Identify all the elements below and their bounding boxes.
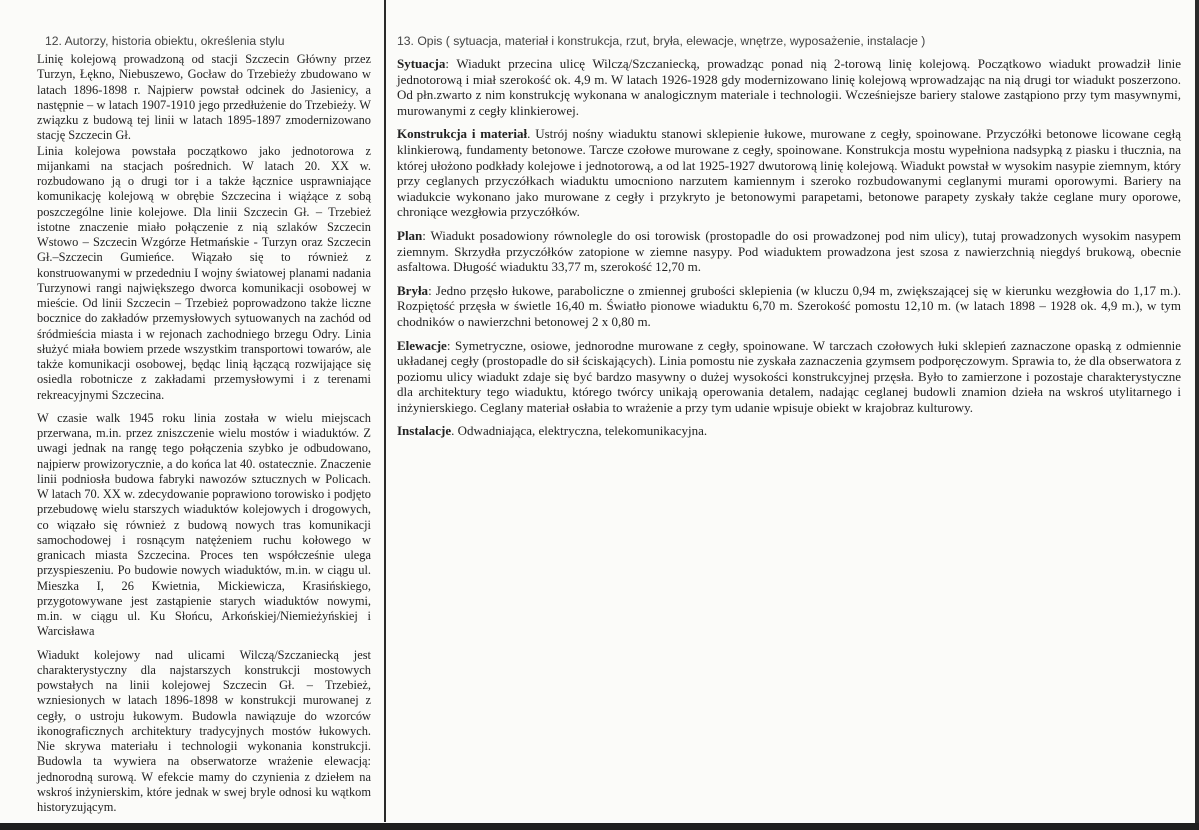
label-massing: Bryła [397,282,429,298]
history-paragraph: Linia kolejowa powstała początkowo jako jednotorowa z mijankami na stacjach pośrednich. W latach 20. XX w. rozbudowano ją o drugi tor i a także łącznice usprawniające komunikację kolejową w obrębie Szczecina i wiążące z sobą poszczególne linie kolejowe. Dla linii Szczecin Gł. – Trzebież istotne znaczenie miało połączenie z nią szlaków Szczecin Wstowo – Szczecin Wzgórze Hetmańskie - Turzyn oraz Szczecin Gł.–Szczecin Gumieńce. Wiązało się to również z konstruowanymi w przededniu I wojny światowej planami nadania Turzynowi rangi największego dworca komunikacji osobowej w mieście. Od linii Szczecin – Trzebież poprowadzono także liczne bocznice do zakładów przemysłowych sytuowanych na zachód od śródmieścia miasta i w rejonach zachodniego brzegu Odry. Linia służyć miała bowiem przede wszystkim transportowi towarów, ale także komunikacji osobowej, będąc linią łączącą rozwijające się osiedla robotnicze z zakładami przemysłowymi i z terenami rekreacyjnymi Szczecina. [37,143,371,402]
page-edge-bottom [0,823,1199,830]
separator: . [451,423,455,439]
description-plan [397,228,1181,275]
history-section [37,34,371,815]
description-section [397,34,1181,447]
history-paragraph: W czasie walk 1945 roku linia została w wielu miejscach przerwana, m.in. przez zniszczenie wielu mostów i wiaduktów. Z uwagi jednak na rangę tego połączenia szybko je odbudowano, najpierw prowizorycznie, a do końca lat 40. ostatecznie. Znaczenie linii podniosła budowa fabryki nawozów sztucznych w Policach. W latach 70. XX w. zdecydowanie poprawiono torowisko i podjęto przebudowę wielu starszych wiaduktów kolejowych i drogowych, co wiązało się również z budową nowych tras komunikacji samochodowej i rosnącym natężeniem ruchu kołowego w granicach miasta Szczecina. Proces ten współcześnie ulega przyspieszeniu. Po budowie nowych wiaduktów, m.in. w ciągu ul. Mieszka I, 26 Kwietnia, Mickiewicza, Krasińskiego, przygotowywane jest zastąpienie starych wiaduktów nowymi, m.in. w ciągu ul. Ku Słońcu, Arkońskiej/Niemieżyńskiej i Warcisława [37,410,371,639]
label-installations: Instalacje [397,423,452,439]
separator: : [446,337,451,353]
description-installations [397,423,1181,439]
section-13-heading: 13. Opis ( sytuacja, materiał i konstrukcja, rzut, bryła, elewacje, wnętrze, wyposażenie, instalacje ) [397,34,926,48]
label-construction: Konstrukcja i materiał [397,126,528,142]
description-situation [397,56,1181,118]
description-construction [397,126,1181,220]
text-construction: Ustrój nośny wiaduktu stanowi sklepienie łukowe, murowane z cegły, spoinowane. Przyczółki betonowe licowane cegłą klinkierową, fundamenty betonowe. Tarcze czołowe murowane z cegły, spoinowane. Konstrukcja mostu wypełniona nadsypką z piasku i tłucznia, na której ułożono podkłady kolejowe i jednotorową, a od lat 1925-1927 dwutorową linię kolejową. Wiadukt powstał w wysokim nasypie ziemnym, który przy ceglanych przyczółkach wiaduktu umocniono narzutem kamiennym i szeroko rozbudowanymi ceglanymi murami oporowymi. Bariery na wiadukcie wykonano jako murowane z cegły i przykryto je betonowymi parapetami, betonowe parapety zyskały także ceglane mury oporowe, chroniące wezgłowia przyczółków. [397,126,1182,220]
column-divider [384,0,386,822]
separator: : [422,227,426,243]
label-elevations: Elewacje [397,337,447,353]
text-situation: Wiadukt przecina ulicę Wilczą/Szczaniecką, prowadząc ponad nią 2-torową linię kolejową. Początkowo wiadukt prowadził linie jednotorową i miał szerokość ok. 4,9 m. W latach 1926-1928 gdy modernizowano linię kolejową wprowadzając na nią drugi tor wiadukt poszerzono. Od płn.zwarto z nim konstrukcję wykonana w analogicznym materiale i technologii. Wcześniejsze bariery stalowe zastąpiono przy tym masywnymi, murowanymi z cegły klinkierowej. [397,56,1181,118]
history-paragraph: Wiadukt kolejowy nad ulicami Wilczą/Szczaniecką jest charakterystyczny dla najstarszych konstrukcji mostowych powstałych na linii kolejowej Szczecin Gł. – Trzebież, wzniesionych w latach 1896-1898 w konstrukcji murowanej z cegły, o ustroju łukowym. Budowla nawiązuje do wzorców ikonograficznych architektury tradycyjnych mostów łukowych. Nie skrywa materiału i technologii wykonania konstrukcji. Budowla ta wywiera na obserwatorze wrażenie elewacją: jednorodną surową. W efekcie mamy do czynienia z dziełem na wskroś inżynierskim, które jednak w swej bryle odnosi ku wątkom historyzującym. [37,647,371,814]
history-paragraph: Linię kolejową prowadzoną od stacji Szczecin Główny przez Turzyn, Łękno, Niebuszewo, Gocław do Trzebieży zbudowano w latach 1896-1898 r. Najpierw powstał odcinek do Jasienicy, a następnie – w latach 1907-1910 jego przedłużenie do Trzebieży. W związku z budową tej linii w latach 1895-1897 zmodernizowano stację Szczecin Gł. [37,52,371,143]
text-elevations: Symetryczne, osiowe, jednorodne murowane z cegły, spoinowane. W tarczach czołowych łuki sklepień zaznaczone opaską z odmiennie układanej cegły (prostopadle do sił ściskających). Linia pomostu nie zyskała zaznaczenia gzymsem podporęczowym. Sprawia to, że dla obserwatora z poziomu ulicy wiadukt zdaje się być bardzo masywny o dużej wysokości konstrukcyjnej przęsła. Było to zamierzone i pozostaje charakterystyczne dla architektury tego wiaduktu, którego twórcy unikają operowania detalem, nadając ceglanej budowli znamion dzieła na wskroś utylitarnego i inżynierskiego. Ceglany materiał osłabia to wrażenie a przy tym udanie wpisuje obiekt w krajobraz kulturowy. [397,337,1181,415]
separator: . [527,126,531,142]
text-massing: Jedno przęsło łukowe, paraboliczne o zmiennej grubości sklepienia (w kluczu 0,94 m, zwiększającej się w kierunku wezgłowia do 1,17 m.). Rozpiętość przęsła w świetle 16,40 m. Światło pionowe wiaduktu 6,70 m. Szerokość pomostu 12,10 m. (w latach 1898 – 1928 ok. 4,9 m.), w tym chodników o nawierzchni betonowej 2 x 0,80 m. [397,282,1181,329]
description-massing [397,283,1181,330]
description-elevations [397,338,1181,416]
separator: : [445,56,450,71]
page-edge-right [1195,0,1199,830]
text-plan: Wiadukt posadowiony równolegle do osi torowisk (prostopadle do osi prowadzonej pod nim ulicy), tutaj prowadzonych wysokim nasypem ziemnym. Skrzydła przyczółków zatopione w ziemne nasypy. Pod wiaduktem prowadzona jest szosa z nawierzchnią niegdyś brukową, obecnie asfaltowa. Długość wiaduktu 33,77 m, szerokość 12,70 m. [397,227,1181,275]
label-situation: Sytuacja [397,56,446,71]
text-installations: Odwadniająca, elektryczna, telekomunikacyjna. [454,423,708,439]
section-12-heading: 12. Autorzy, historia obiektu, określenia stylu [45,34,285,48]
label-plan: Plan [397,227,423,243]
separator: : [428,282,432,298]
